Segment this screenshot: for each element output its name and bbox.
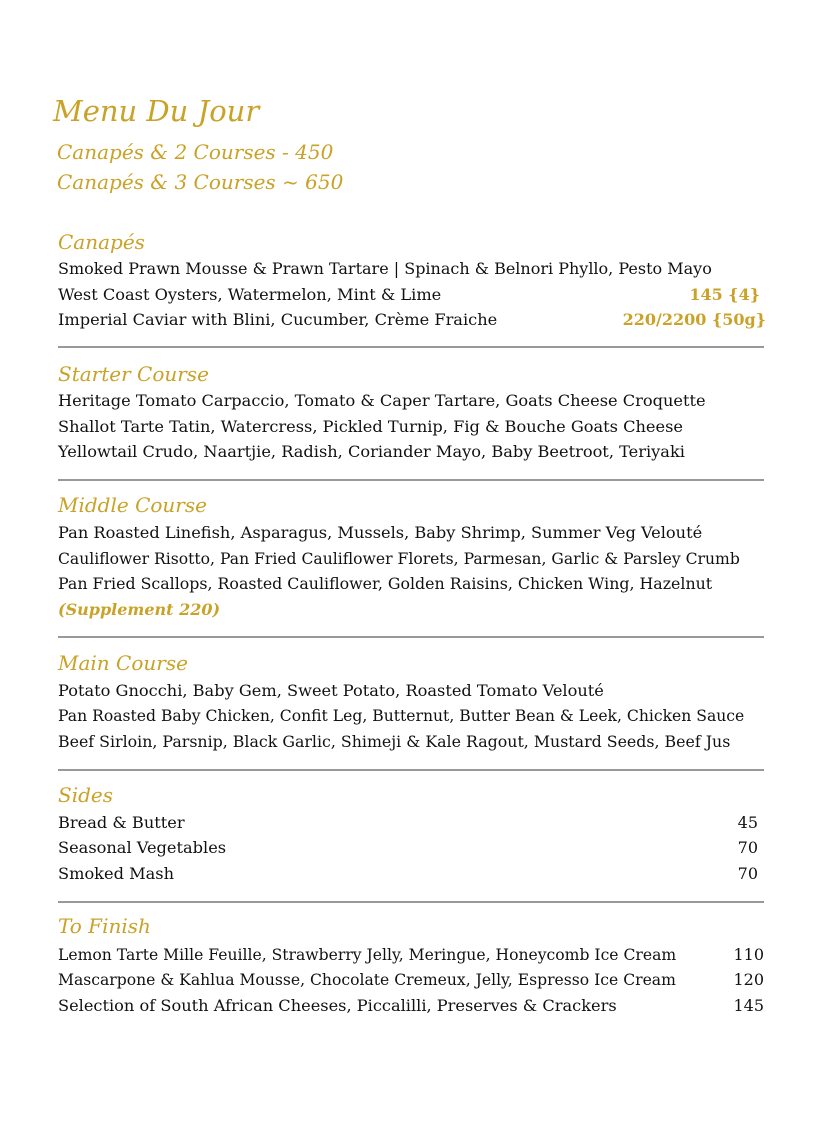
section-divider [58,479,764,481]
canape-item: Imperial Caviar with Blini, Cucumber, Crème Fraiche [58,310,498,329]
side-item: Smoked Mash [58,864,175,883]
side-price: 70 [737,864,758,883]
side-price: 45 [737,813,758,832]
starter-item: Shallot Tarte Tatin, Watercress, Pickled Turnip, Fig & Bouche Goats Cheese [58,417,683,436]
finish-item: Lemon Tarte Mille Feuille, Strawberry Jelly, Meringue, Honeycomb Ice Cream [58,946,677,964]
menu-option-two-courses: Canapés & 2 Courses - 450 [57,140,334,164]
finish-item: Mascarpone & Kahlua Mousse, Chocolate Cremeux, Jelly, Espresso Ice Cream [58,971,676,989]
canape-price: 220/2200 {50g} [622,310,766,329]
section-divider [58,346,764,348]
canape-item: West Coast Oysters, Watermelon, Mint & Lime [58,285,442,304]
main-item: Beef Sirloin, Parsnip, Black Garlic, Shimeji & Kale Ragout, Mustard Seeds, Beef Jus [58,732,731,751]
section-title-main: Main Course [58,651,188,675]
middle-item: Pan Fried Scallops, Roasted Cauliflower, Golden Raisins, Chicken Wing, Hazelnut [58,574,713,593]
middle-item: Cauliflower Risotto, Pan Fried Cauliflower Florets, Parmesan, Garlic & Parsley Crumb [58,550,740,568]
middle-item: Pan Roasted Linefish, Asparagus, Mussels, Baby Shrimp, Summer Veg Velouté [58,523,703,542]
finish-price: 145 [733,996,764,1015]
middle-supplement: (Supplement 220) [58,600,221,619]
side-price: 70 [737,838,758,857]
section-title-canapes: Canapés [58,230,145,254]
menu-title: Menu Du Jour [53,94,260,128]
canape-item: Smoked Prawn Mousse & Prawn Tartare | Spinach & Belnori Phyllo, Pesto Mayo [58,259,712,278]
canape-price: 145 {4} [689,285,760,304]
starter-item: Yellowtail Crudo, Naartjie, Radish, Coriander Mayo, Baby Beetroot, Teriyaki [58,442,685,461]
main-item: Pan Roasted Baby Chicken, Confit Leg, Butternut, Butter Bean & Leek, Chicken Sauce [58,707,745,725]
starter-item: Heritage Tomato Carpaccio, Tomato & Caper Tartare, Goats Cheese Croquette [58,391,706,410]
side-item: Seasonal Vegetables [58,838,227,857]
finish-item: Selection of South African Cheeses, Piccalilli, Preserves & Crackers [58,996,617,1015]
menu-option-three-courses: Canapés & 3 Courses ~ 650 [57,170,344,194]
side-item: Bread & Butter [58,813,185,832]
section-divider [58,901,764,903]
main-item: Potato Gnocchi, Baby Gem, Sweet Potato, Roasted Tomato Velouté [58,681,604,700]
section-title-starter: Starter Course [58,362,209,386]
section-title-sides: Sides [58,783,113,807]
section-divider [58,769,764,771]
section-divider [58,636,764,638]
section-title-finish: To Finish [58,914,151,938]
section-title-middle: Middle Course [58,493,207,517]
finish-price: 120 [733,970,764,989]
finish-price: 110 [733,945,764,964]
